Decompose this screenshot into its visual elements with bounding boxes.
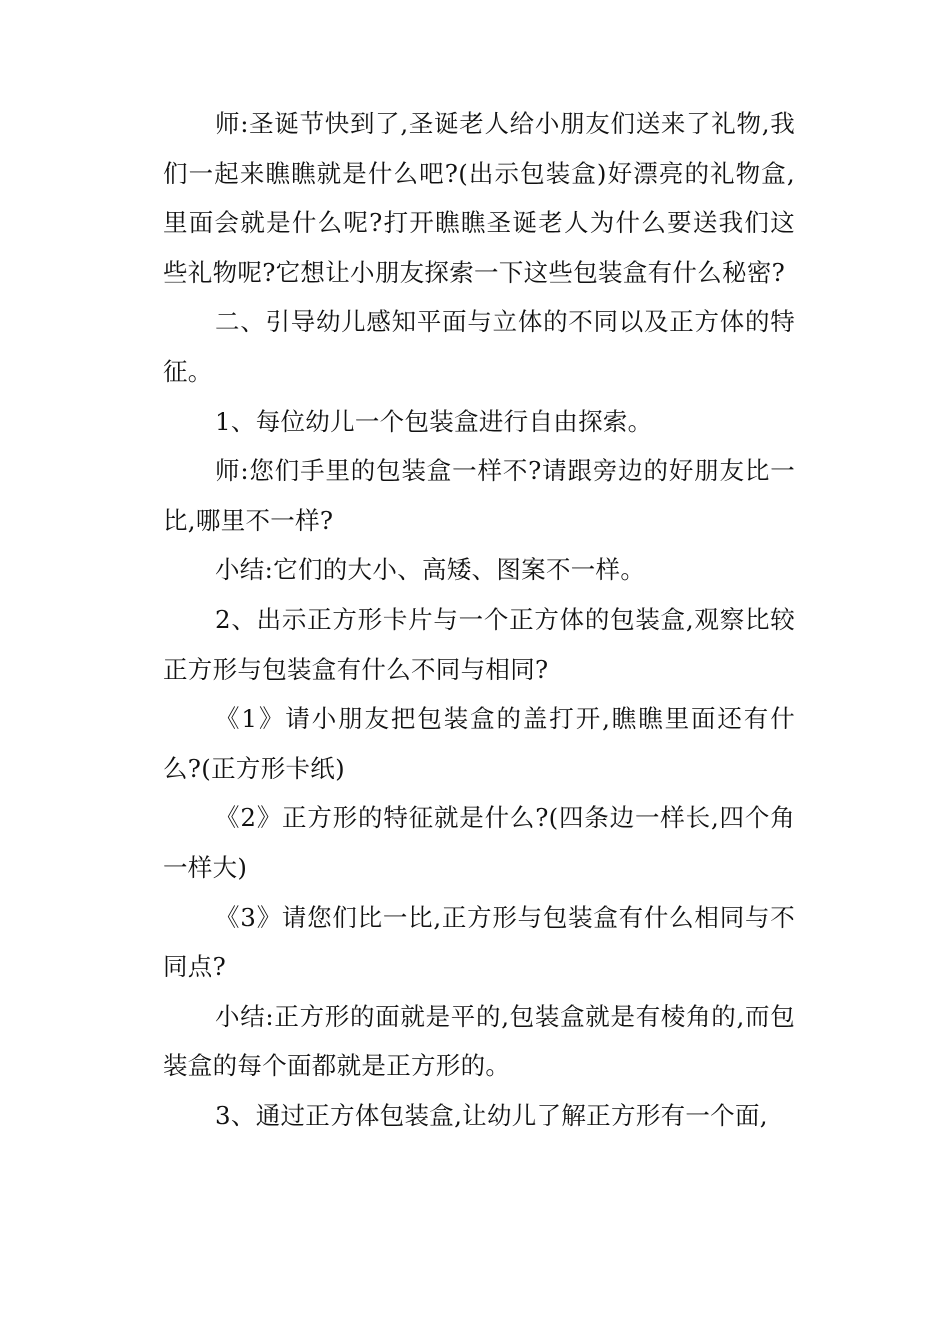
paragraph-summary-one: 小结:它们的大小、高矮、图案不一样。 (215, 555, 646, 585)
paragraph-step-three: 3、通过正方体包装盒,让幼儿了解正方形有一个面, (215, 1100, 768, 1130)
paragraph-item-three: 《3》请您们比一比,正方形与包装盒有什么相同与不同点? (163, 902, 795, 982)
paragraph-summary-two: 小结:正方形的面就是平的,包装盒就是有棱角的,而包装盒的每个面都就是正方形的。 (163, 1001, 795, 1081)
paragraph-teacher-intro: 师:圣诞节快到了,圣诞老人给小朋友们送来了礼物,我们一起来瞧瞧就是什么吧?(出示包装盒)好漂亮的礼物盒,里面会就是什么呢?打开瞧瞧圣诞老人为什么要送我们这些礼物呢?它想让小朋友探索一下这些包装盒有什么秘密? (163, 109, 795, 287)
paragraph-section-two-heading: 二、引导幼儿感知平面与立体的不同以及正方体的特征。 (163, 307, 795, 386)
paragraph-item-two: 《2》正方形的特征就是什么?(四条边一样长,四个角一样大) (163, 803, 795, 882)
paragraph-item-one: 《1》请小朋友把包装盒的盖打开,瞧瞧里面还有什么?(正方形卡纸) (163, 704, 795, 783)
paragraph-step-one: 1、每位幼儿一个包装盒进行自由探索。 (215, 406, 653, 436)
paragraph-step-two: 2、出示正方形卡片与一个正方体的包装盒,观察比较正方形与包装盒有什么不同与相同? (163, 604, 795, 684)
paragraph-teacher-compare: 师:您们手里的包装盒一样不?请跟旁边的好朋友比一比,哪里不一样? (163, 456, 795, 535)
document-body (163, 99, 795, 1140)
